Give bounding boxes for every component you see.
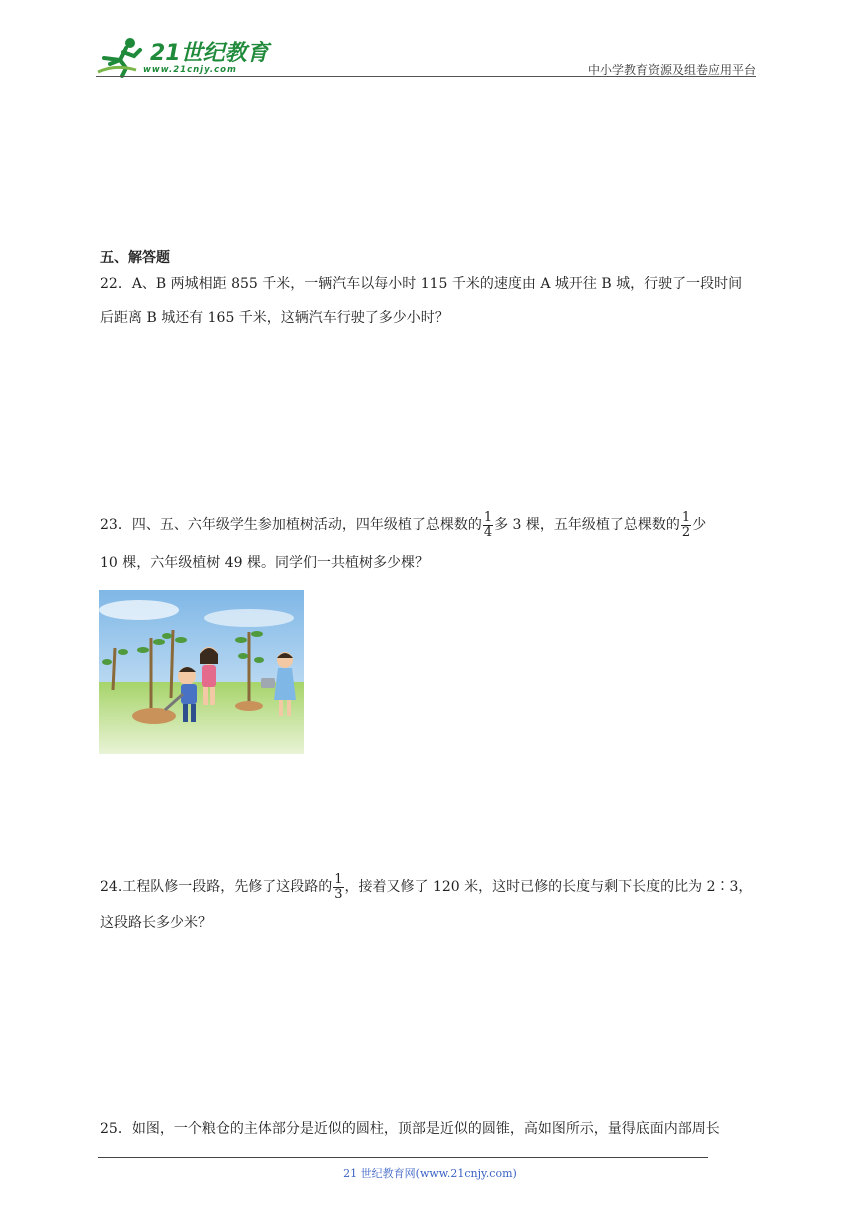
question-22: [100, 267, 764, 335]
fraction-one-half: [681, 511, 691, 540]
platform-name: 中小学教育资源及组卷应用平台: [587, 63, 756, 77]
header-divider: [96, 76, 756, 77]
footer-divider: [98, 1157, 708, 1158]
question-24-line1: [100, 870, 764, 904]
question-23-text-b: 多 3 棵，五年级植了总棵数的: [494, 517, 680, 533]
logo-text: 21世纪教育: [150, 41, 269, 66]
logo-url: www.21cnjy.com: [143, 65, 237, 75]
question-22-line2: 后距离 B 城还有 165 千米，这辆汽车行驶了多少小时？: [100, 310, 449, 326]
question-24-text-a: 24.工程队修一段路，先修了这段路的: [100, 879, 333, 895]
question-22-line1: 22．A、B 两城相距 855 千米，一辆汽车以每小时 115 千米的速度由 A 城开往 B 城，行驶了一段时间: [100, 276, 743, 292]
question-23-line2: 10 棵，六年级植树 49 棵。同学们一共植树多少棵？: [100, 555, 429, 571]
fraction-denominator: 3: [334, 886, 343, 902]
question-25-line1: 25．如图，一个粮仓的主体部分是近似的圆柱，顶部是近似的圆锥，高如图所示，量得底面内部周长: [100, 1121, 720, 1137]
fraction-numerator: 1: [334, 871, 343, 887]
question-23-text-c: 少: [692, 517, 707, 533]
question-23: [100, 508, 764, 580]
fraction-denominator: 2: [681, 524, 691, 540]
question-24-text-b: ，接着又修了 120 米，这时已修的长度与剩下长度的比为 2∶3，: [344, 879, 753, 895]
tree-planting-illustration: [99, 590, 304, 754]
question-23-text-a: 23．四、五、六年级学生参加植树活动，四年级植了总棵数的: [100, 517, 482, 533]
question-23-line1: [100, 508, 764, 542]
fraction-numerator: 1: [483, 509, 493, 525]
footer-link[interactable]: 21 世纪教育网(www.21cnjy.com): [343, 1167, 517, 1180]
question-24-line2: 这段路长多少米？: [100, 915, 212, 931]
section-title: 五、解答题: [100, 250, 170, 266]
question-24: [100, 870, 764, 940]
fraction-numerator: 1: [681, 509, 691, 525]
question-25: [100, 1112, 764, 1146]
fraction-denominator: 4: [483, 524, 493, 540]
fraction-one-quarter: [483, 511, 493, 540]
fraction-one-third: [333, 873, 343, 902]
